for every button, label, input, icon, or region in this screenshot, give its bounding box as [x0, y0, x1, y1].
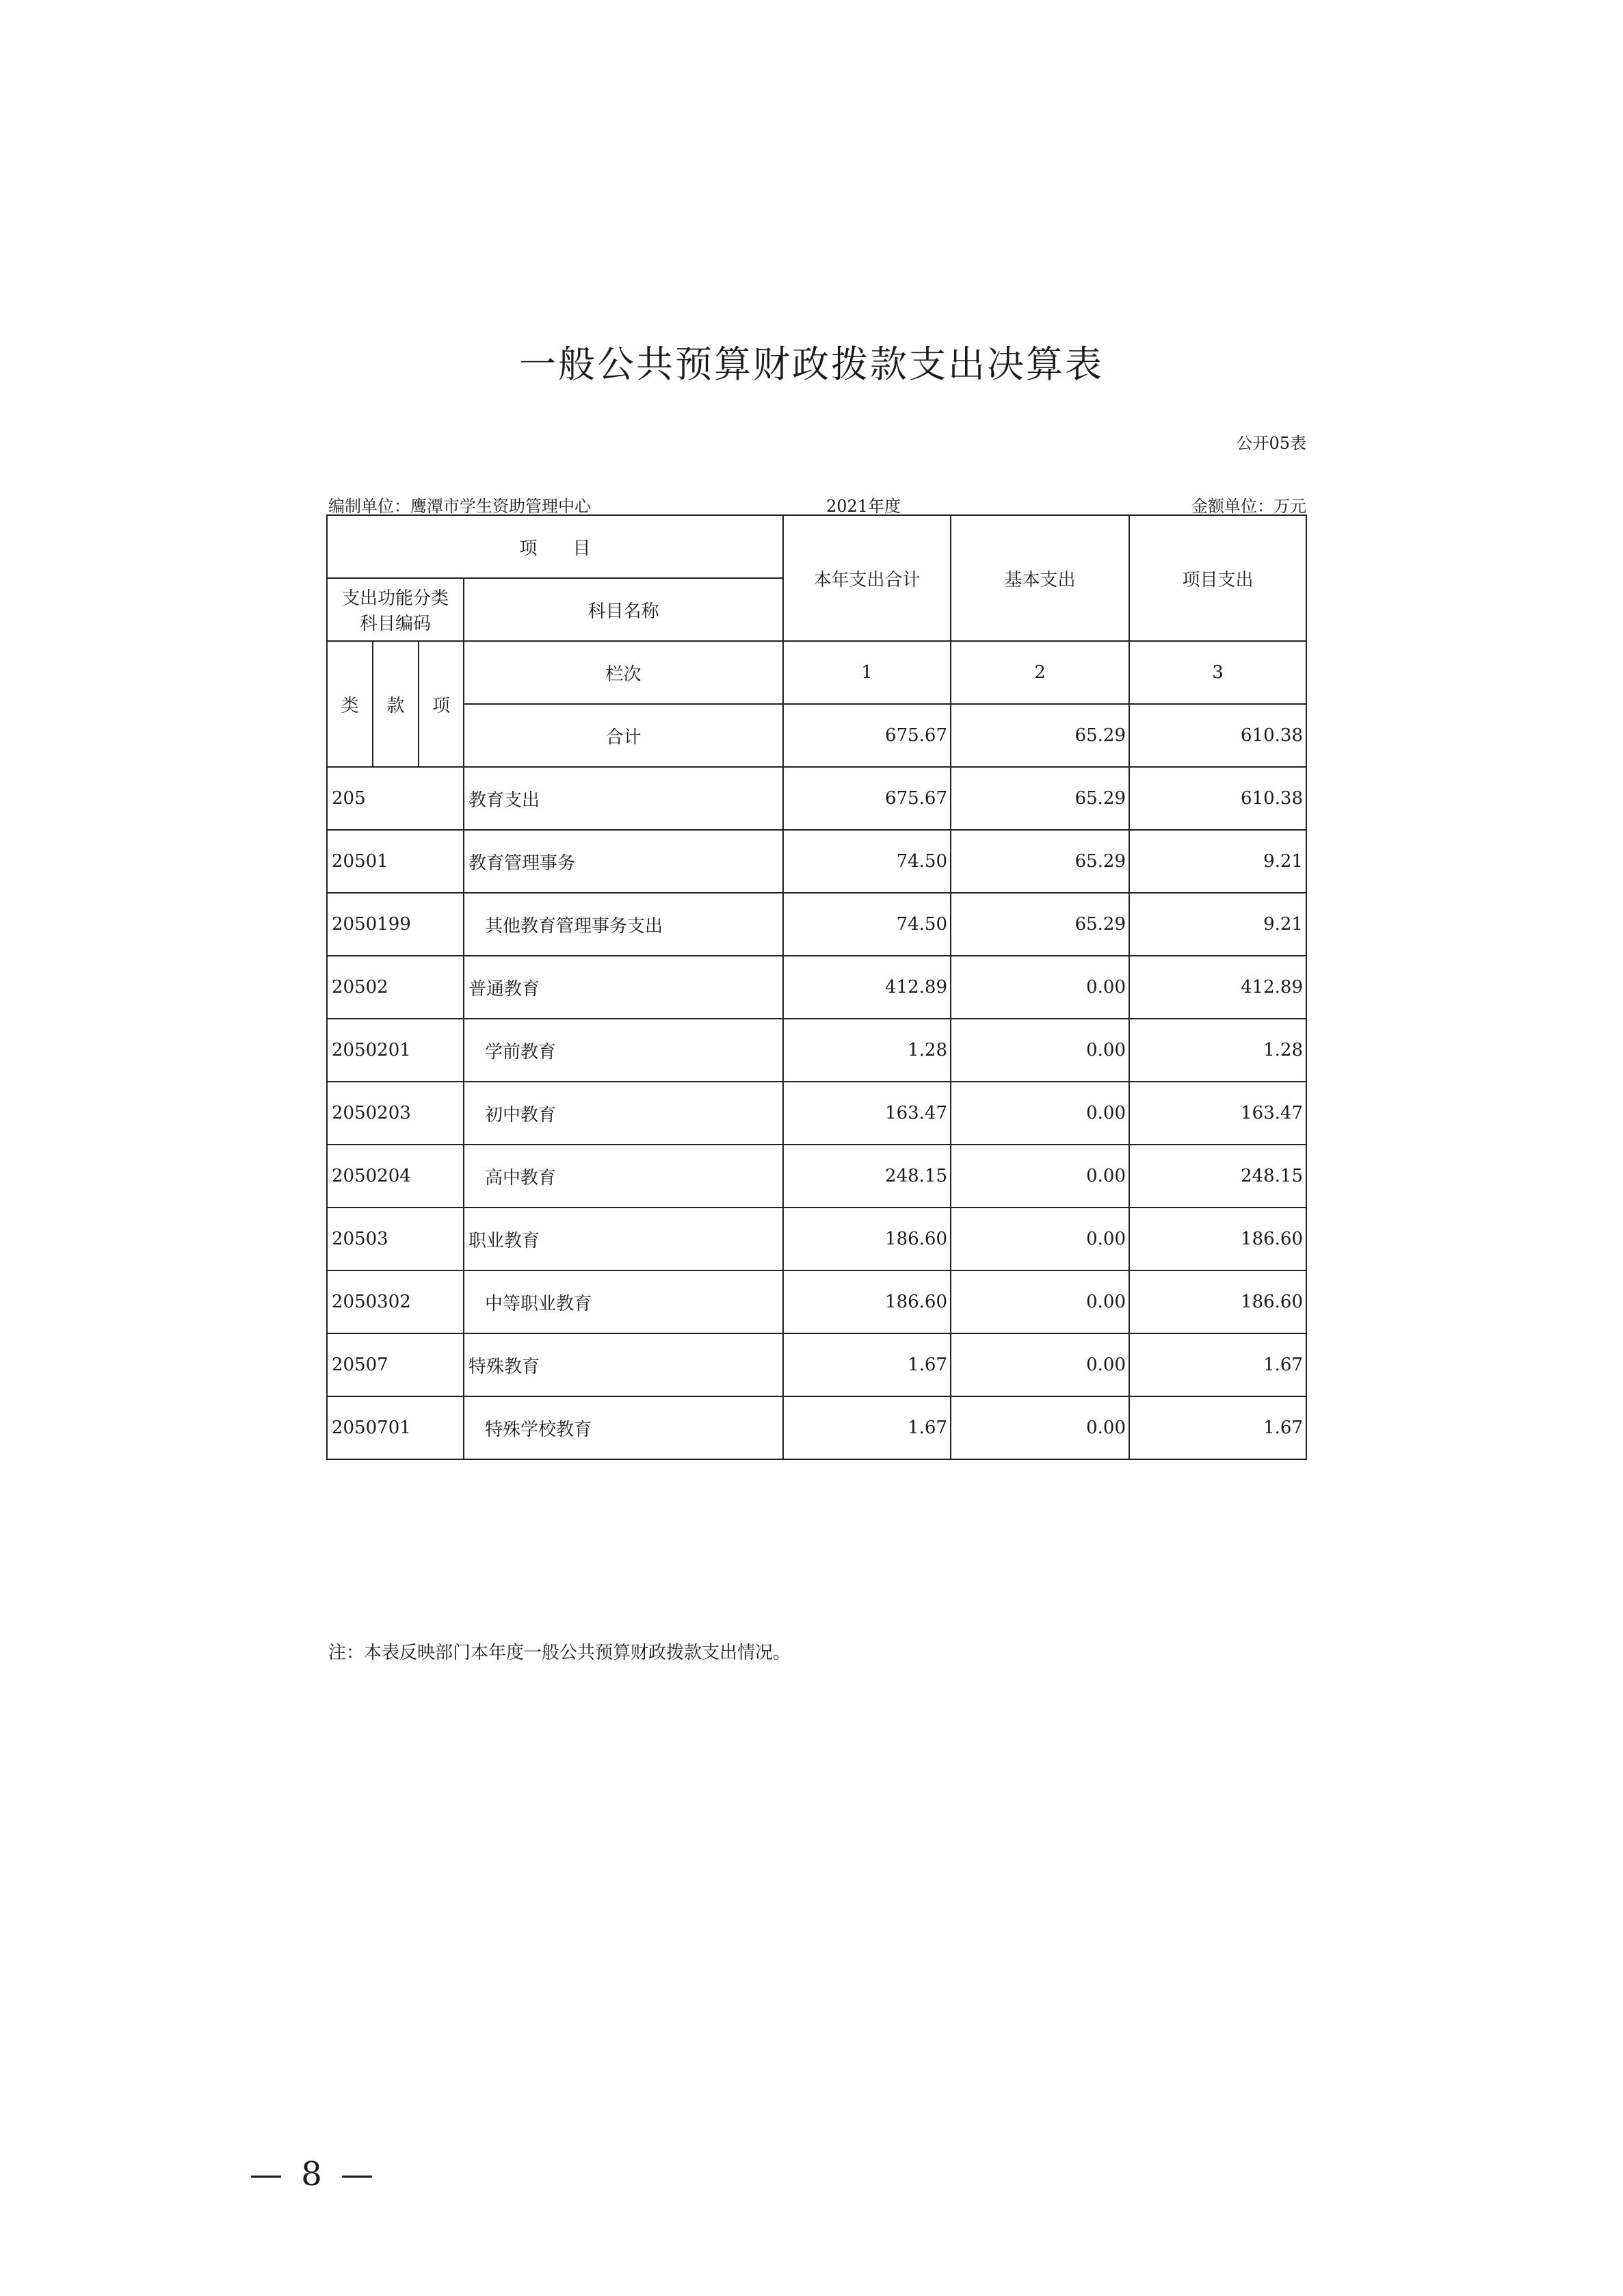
row-basic: 65.29	[951, 830, 1129, 893]
money-unit: 金额单位：万元	[1191, 497, 1306, 516]
row-total: 74.50	[783, 893, 951, 956]
row-name: 普通教育	[464, 956, 783, 1019]
row-code: 2050201	[327, 1019, 464, 1082]
row-name: 高中教育	[464, 1145, 783, 1208]
fiscal-year: 2021年度	[826, 497, 901, 516]
total-project: 610.38	[1129, 704, 1306, 767]
col-index-2: 2	[951, 641, 1129, 704]
row-project: 1.28	[1129, 1019, 1306, 1082]
col-index-3: 3	[1129, 641, 1306, 704]
header-name: 科目名称	[464, 578, 783, 641]
row-project: 412.89	[1129, 956, 1306, 1019]
row-name: 教育支出	[464, 767, 783, 830]
row-code: 20503	[327, 1208, 464, 1270]
row-name: 中等职业教育	[464, 1270, 783, 1333]
row-name: 教育管理事务	[464, 830, 783, 893]
table-row	[327, 1396, 1306, 1459]
table-row	[327, 767, 1306, 830]
row-code: 2050203	[327, 1082, 464, 1145]
row-name: 特殊学校教育	[464, 1396, 783, 1459]
table-row	[327, 830, 1306, 893]
header-project-expense: 项目支出	[1129, 515, 1306, 641]
row-project: 163.47	[1129, 1082, 1306, 1145]
row-project: 1.67	[1129, 1333, 1306, 1396]
row-total: 675.67	[783, 767, 951, 830]
row-project: 1.67	[1129, 1396, 1306, 1459]
row-code: 2050701	[327, 1396, 464, 1459]
row-basic: 0.00	[951, 1270, 1129, 1333]
header-code: 支出功能分类 科目编码	[327, 578, 464, 641]
budget-table	[326, 514, 1307, 1460]
row-code: 2050199	[327, 893, 464, 956]
row-basic: 0.00	[951, 1145, 1129, 1208]
col-index-1: 1	[783, 641, 951, 704]
header-kuan: 款	[373, 641, 419, 767]
row-basic: 0.00	[951, 1208, 1129, 1270]
row-name: 学前教育	[464, 1019, 783, 1082]
row-code: 2050302	[327, 1270, 464, 1333]
row-total: 412.89	[783, 956, 951, 1019]
row-total: 1.28	[783, 1019, 951, 1082]
row-name: 初中教育	[464, 1082, 783, 1145]
row-total: 186.60	[783, 1270, 951, 1333]
row-basic: 65.29	[951, 767, 1129, 830]
header-xiang: 项	[419, 641, 464, 767]
total-value: 675.67	[783, 704, 951, 767]
header-lanci: 栏次	[464, 641, 783, 704]
row-total: 74.50	[783, 830, 951, 893]
row-project: 9.21	[1129, 830, 1306, 893]
table-row	[327, 1082, 1306, 1145]
row-basic: 0.00	[951, 1082, 1129, 1145]
row-project: 248.15	[1129, 1145, 1306, 1208]
table-row	[327, 1145, 1306, 1208]
row-project: 186.60	[1129, 1270, 1306, 1333]
row-project: 186.60	[1129, 1208, 1306, 1270]
row-basic: 0.00	[951, 1019, 1129, 1082]
row-code: 205	[327, 767, 464, 830]
row-basic: 65.29	[951, 893, 1129, 956]
row-basic: 0.00	[951, 956, 1129, 1019]
row-total: 1.67	[783, 1333, 951, 1396]
table-row	[327, 956, 1306, 1019]
table-row	[327, 893, 1306, 956]
row-name: 特殊教育	[464, 1333, 783, 1396]
header-total: 本年支出合计	[783, 515, 951, 641]
header-lei: 类	[327, 641, 373, 767]
table-row	[327, 1333, 1306, 1396]
header-project: 项 目	[327, 515, 783, 578]
total-label: 合计	[464, 704, 783, 767]
page-title: 一般公共预算财政拨款支出决算表	[519, 343, 1104, 386]
row-basic: 0.00	[951, 1333, 1129, 1396]
row-code: 20501	[327, 830, 464, 893]
row-total: 186.60	[783, 1208, 951, 1270]
page-number: — 8 —	[250, 2155, 378, 2193]
row-basic: 0.00	[951, 1396, 1129, 1459]
row-project: 9.21	[1129, 893, 1306, 956]
table-row	[327, 1270, 1306, 1333]
table-row	[327, 1019, 1306, 1082]
row-total: 1.67	[783, 1396, 951, 1459]
row-total: 248.15	[783, 1145, 951, 1208]
row-total: 163.47	[783, 1082, 951, 1145]
row-project: 610.38	[1129, 767, 1306, 830]
form-number: 公开05表	[1236, 434, 1306, 453]
compiling-unit: 编制单位：鹰潭市学生资助管理中心	[328, 497, 591, 516]
row-code: 2050204	[327, 1145, 464, 1208]
row-name: 职业教育	[464, 1208, 783, 1270]
header-basic: 基本支出	[951, 515, 1129, 641]
row-code: 20502	[327, 956, 464, 1019]
table-row	[327, 1208, 1306, 1270]
total-basic: 65.29	[951, 704, 1129, 767]
footnote: 注：本表反映部门本年度一般公共预算财政拨款支出情况。	[328, 1643, 791, 1663]
row-name: 其他教育管理事务支出	[464, 893, 783, 956]
row-code: 20507	[327, 1333, 464, 1396]
